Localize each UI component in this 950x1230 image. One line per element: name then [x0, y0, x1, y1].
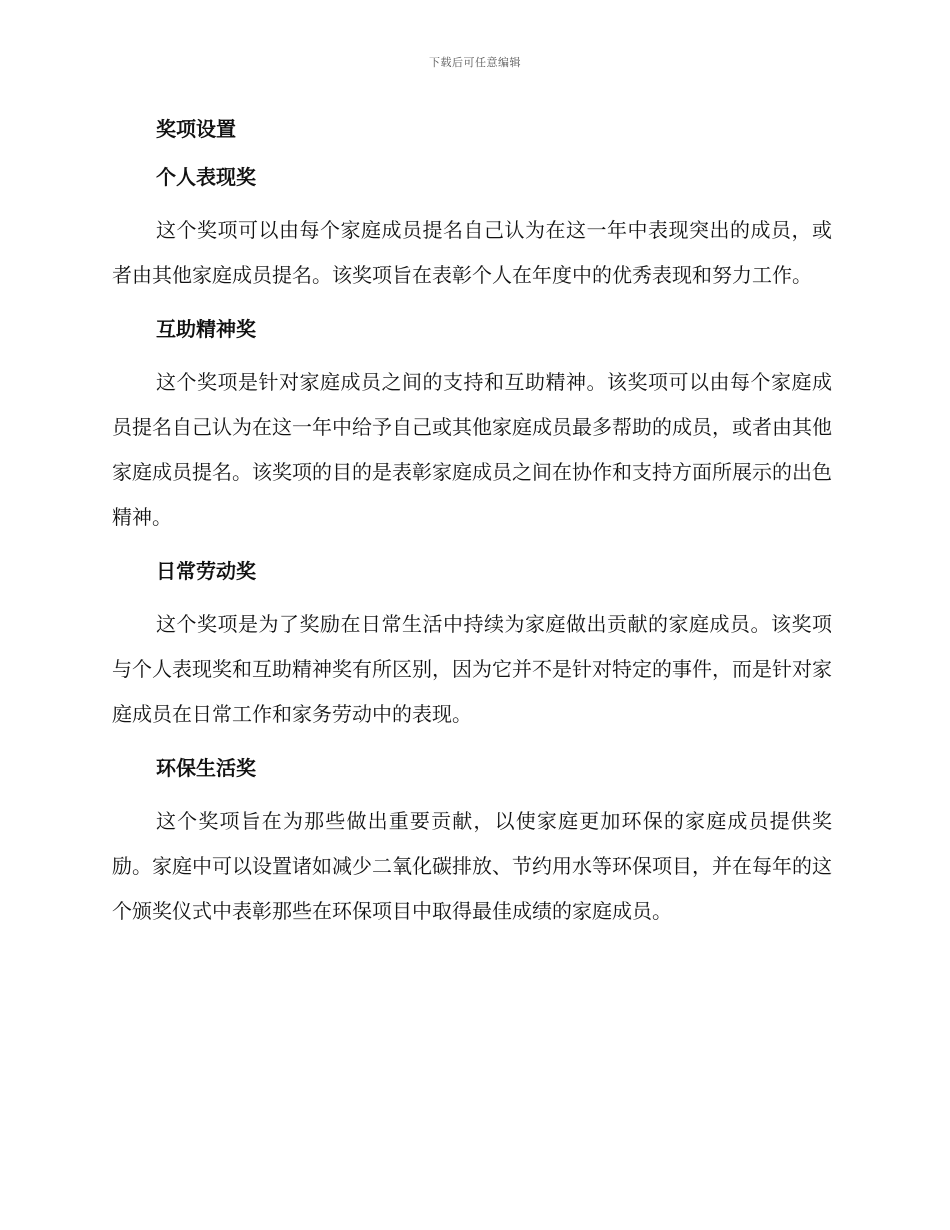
award-heading-daily-labor: 日常劳动奖: [156, 559, 256, 583]
award-heading-eco-living: 环保生活奖: [156, 756, 256, 780]
award-heading-mutual-help: 互助精神奖: [156, 317, 256, 341]
award-description-daily-labor: 这个奖项是为了奖励在日常生活中持续为家庭做出贡献的家庭成员。该奖项与个人表现奖和互助精神奖有所区别，因为它并不是针对特定的事件，而是针对家庭成员在日常工作和家务劳动中的表现。: [112, 612, 832, 726]
section-title: 奖项设置: [156, 117, 236, 141]
award-description-mutual-help: 这个奖项是针对家庭成员之间的支持和互助精神。该奖项可以由每个家庭成员提名自己认为在这一年中给予自己或其他家庭成员最多帮助的成员，或者由其他家庭成员提名。该奖项的目的是表彰家庭成员之间在协作和支持方面所展示的出色精神。: [112, 370, 832, 529]
award-description-individual: 这个奖项可以由每个家庭成员提名自己认为在这一年中表现突出的成员，或者由其他家庭成员提名。该奖项旨在表彰个人在年度中的优秀表现和努力工作。: [112, 218, 832, 287]
award-description-eco-living: 这个奖项旨在为那些做出重要贡献，以使家庭更加环保的家庭成员提供奖励。家庭中可以设置诸如减少二氧化碳排放、节约用水等环保项目，并在每年的这个颁奖仪式中表彰那些在环保项目中取得最佳成绩的家庭成员。: [112, 809, 832, 923]
document-body: [112, 110, 832, 934]
page-header-note: 下载后可任意编辑: [429, 56, 521, 69]
award-heading-individual: 个人表现奖: [156, 165, 256, 189]
